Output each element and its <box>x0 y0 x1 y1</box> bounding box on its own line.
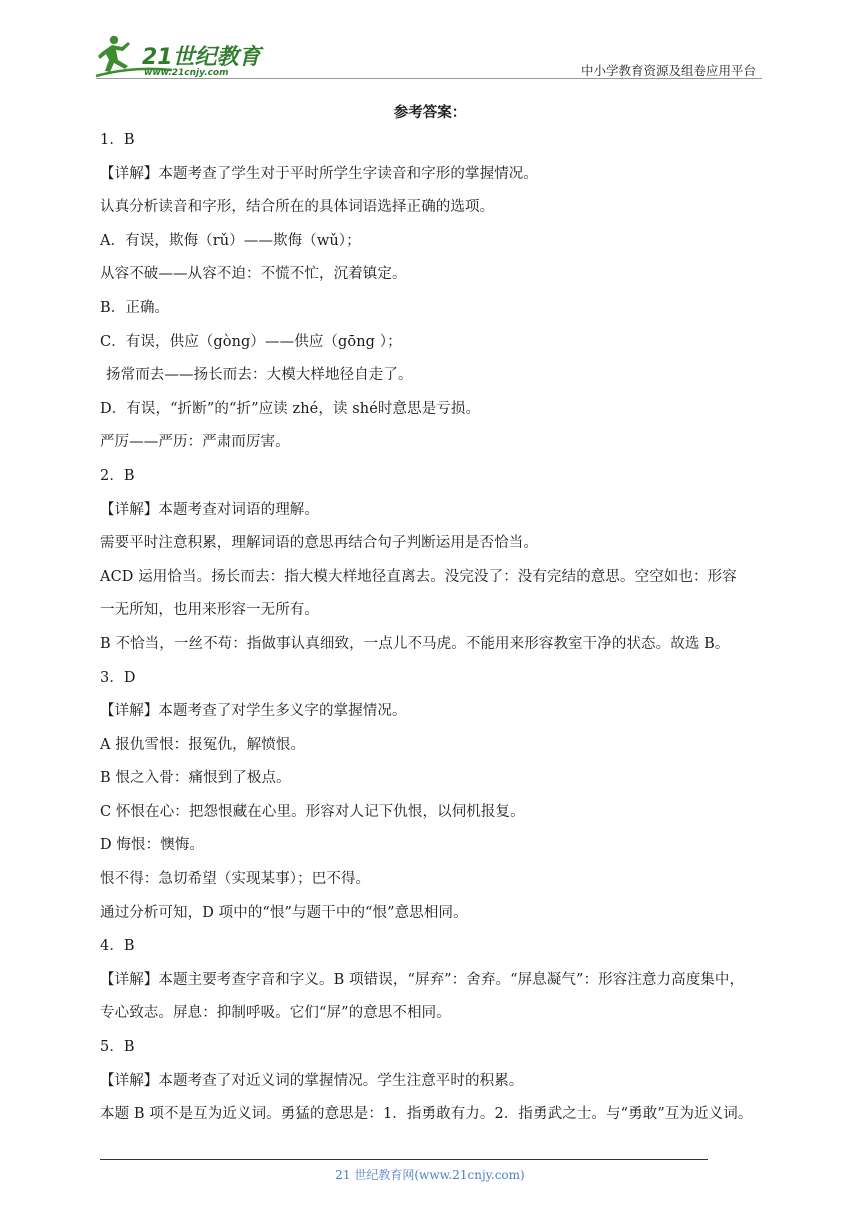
text-line: A 报仇雪恨：报冤仇，解愤恨。 <box>100 736 306 753</box>
text-line: 2．B <box>100 467 135 484</box>
platform-name: 中小学教育资源及组卷应用平台 <box>580 63 756 78</box>
text-line: 从容不破——从容不迫：不慌不忙，沉着镇定。 <box>100 266 407 283</box>
text-line: B．正确。 <box>100 299 170 316</box>
text-line: 【详解】本题考查了对学生多义字的掌握情况。 <box>100 703 407 720</box>
text-line: 【详解】本题考查了对近义词的掌握情况。学生注意平时的积累。 <box>100 1072 524 1089</box>
text-line: 专心致志。屏息：抑制呼吸。它们“屏”的意思不相同。 <box>100 1005 451 1022</box>
text-line: B 不恰当，一丝不苟：指做事认真细致，一点儿不马虎。不能用来形容教室干净的状态。故选 B。 <box>100 635 730 652</box>
svg-text:www.21cnjy.com: www.21cnjy.com <box>144 68 229 78</box>
text-line: C 怀恨在心：把怨恨藏在心里。形容对人记下仇恨，以伺机报复。 <box>100 803 525 820</box>
text-line: B 恨之入骨：痛恨到了极点。 <box>100 770 291 787</box>
text-line: 认真分析读音和字形，结合所在的具体词语选择正确的选项。 <box>100 199 495 216</box>
text-line: 3．D <box>100 669 136 686</box>
text-line: 扬常而去——扬长而去：大模大样地径自走了。 <box>106 367 413 384</box>
text-line: 本题 B 项不是互为近义词。勇猛的意思是：1．指勇敢有力。2．指勇武之士。与“勇敢”互为近义词。 <box>100 1106 753 1123</box>
text-line: 恨不得：急切希望（实现某事）；巴不得。 <box>100 871 371 888</box>
logo-21cnjy <box>92 32 267 80</box>
text-line: A．有误，欺侮（rǔ）——欺侮（wǔ）； <box>100 232 361 249</box>
text-line: D．有误，“折断”的“折”应读 zhé，读 shé时意思是亏损。 <box>100 400 481 417</box>
text-line: 【详解】本题考查了学生对于平时所学生字读音和字形的掌握情况。 <box>100 165 538 182</box>
svg-text:21世纪教育: 21世纪教育 <box>142 45 261 70</box>
header-divider <box>96 78 762 79</box>
text-line: C．有误，供应（gòng）——供应（gōng ）； <box>100 333 402 350</box>
text-line: 通过分析可知，D 项中的“恨”与题干中的“恨”意思相同。 <box>100 904 468 921</box>
text-line: 严厉——严历：严肃而厉害。 <box>100 434 290 451</box>
text-line: ACD 运用恰当。扬长而去：指大模大样地径直离去。没完没了：没有完结的意思。空空如也：形容 <box>100 568 737 585</box>
text-line: D 悔恨：懊悔。 <box>100 837 205 854</box>
text-line: 【详解】本题考查对词语的理解。 <box>100 501 319 518</box>
page-header <box>0 0 860 80</box>
answer-content <box>100 124 764 1132</box>
text-line: 4．B <box>100 938 135 955</box>
text-line: 5．B <box>100 1039 135 1056</box>
footer-divider <box>100 1159 708 1160</box>
page-title: 参考答案： <box>393 104 467 121</box>
footer-link[interactable]: 21 世纪教育网(www.21cnjy.com) <box>335 1168 525 1182</box>
text-line: 一无所知，也用来形容一无所有。 <box>100 602 319 619</box>
text-line: 【详解】本题主要考查字音和字义。B 项错误，“屏弃”：舍弃。“屏息凝气”：形容注意力高度集中， <box>100 971 745 988</box>
text-line: 1．B <box>100 132 135 148</box>
text-line: 需要平时注意积累，理解词语的意思再结合句子判断运用是否恰当。 <box>100 535 538 552</box>
